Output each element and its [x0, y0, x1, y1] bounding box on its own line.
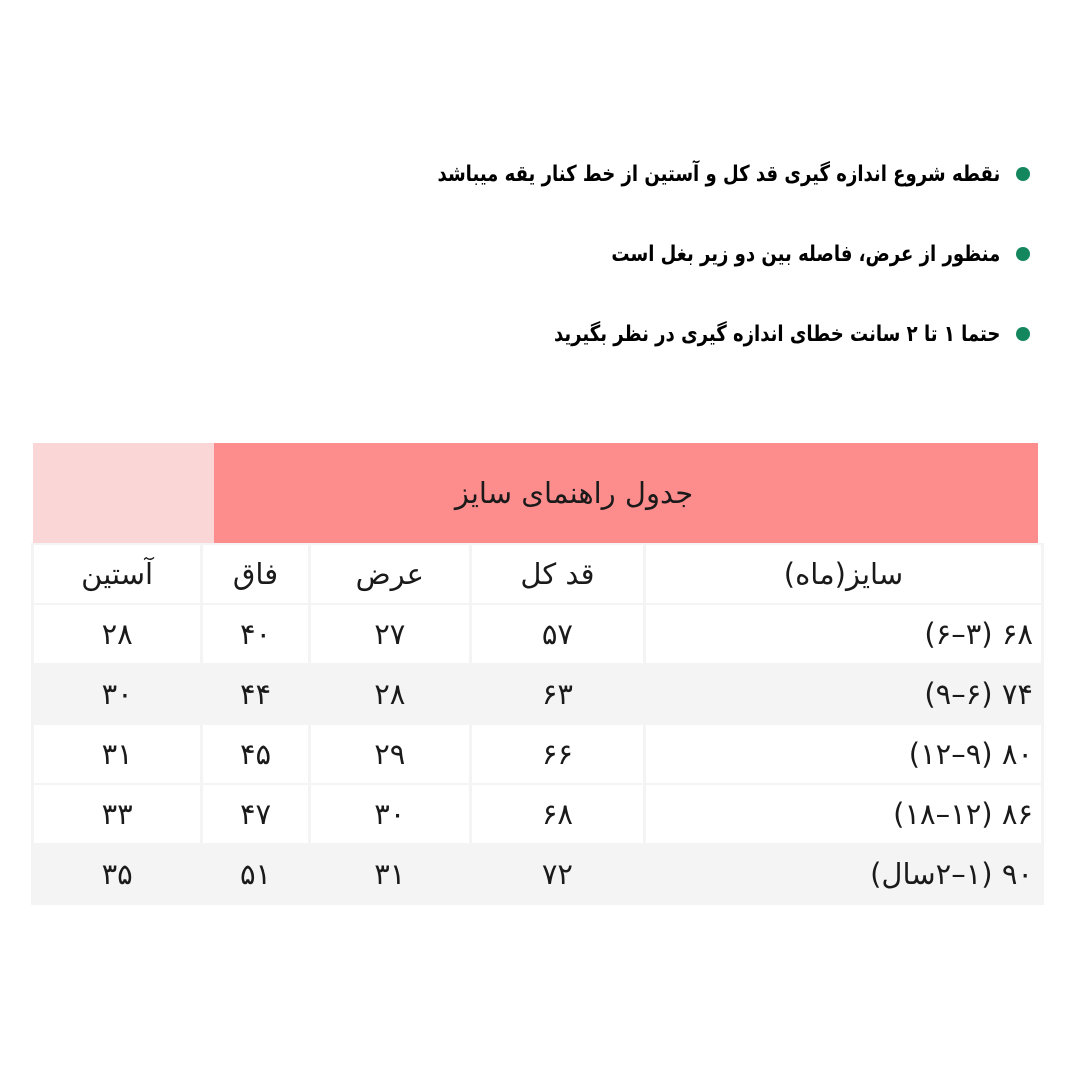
- table-row: [34, 665, 1041, 723]
- cell-width: ۳۰: [311, 785, 469, 843]
- header-size: سایز(ماه): [646, 545, 1041, 603]
- table-title-band: [33, 443, 1044, 543]
- header-sleeve: آستین: [34, 545, 200, 603]
- cell-width: ۲۸: [311, 665, 469, 723]
- header-row: [34, 545, 1041, 603]
- cell-size: ۸۶ (۱۲–۱۸): [646, 785, 1041, 843]
- cell-rise: ۵۱: [203, 845, 307, 903]
- table-title-cell: [214, 443, 1044, 543]
- header-width: عرض: [311, 545, 469, 603]
- cell-sleeve: ۳۱: [34, 725, 200, 783]
- right-gap: [1038, 443, 1044, 543]
- cell-size: ۶۸ (۳–۶): [646, 605, 1041, 663]
- cell-size: ۹۰ (۱–۲سال): [646, 845, 1041, 903]
- table-title: جدول راهنمای سایز: [454, 476, 694, 510]
- cell-total-length: ۵۷: [472, 605, 643, 663]
- cell-sleeve: ۳۰: [34, 665, 200, 723]
- cell-sleeve: ۳۵: [34, 845, 200, 903]
- title-corner-cell: [33, 443, 214, 543]
- table-row: [34, 725, 1041, 783]
- cell-rise: ۴۴: [203, 665, 307, 723]
- note-text: حتما ۱ تا ۲ سانت خطای اندازه گیری در نظر بگیرید: [553, 321, 1000, 347]
- size-guide-table: [33, 443, 1044, 905]
- cell-width: ۲۹: [311, 725, 469, 783]
- size-table: [31, 543, 1044, 905]
- cell-width: ۳۱: [311, 845, 469, 903]
- note-item: [330, 310, 1030, 358]
- header-rise: فاق: [203, 545, 307, 603]
- table-row: [34, 785, 1041, 843]
- cell-total-length: ۶۸: [472, 785, 643, 843]
- cell-rise: ۴۵: [203, 725, 307, 783]
- bullet-dot-icon: [1016, 327, 1030, 341]
- cell-size: ۷۴ (۶–۹): [646, 665, 1041, 723]
- table-row: [34, 845, 1041, 903]
- cell-size: ۸۰ (۹–۱۲): [646, 725, 1041, 783]
- cell-total-length: ۶۶: [472, 725, 643, 783]
- cell-rise: ۴۷: [203, 785, 307, 843]
- note-text: نقطه شروع اندازه گیری قد کل و آستین از خط کنار یقه میباشد: [437, 161, 1000, 187]
- note-item: [330, 230, 1030, 278]
- bullet-dot-icon: [1016, 167, 1030, 181]
- note-item: [330, 150, 1030, 198]
- cell-width: ۲۷: [311, 605, 469, 663]
- cell-rise: ۴۰: [203, 605, 307, 663]
- cell-sleeve: ۲۸: [34, 605, 200, 663]
- cell-total-length: ۷۲: [472, 845, 643, 903]
- bullet-dot-icon: [1016, 247, 1030, 261]
- cell-sleeve: ۳۳: [34, 785, 200, 843]
- note-text: منظور از عرض، فاصله بین دو زیر بغل است: [611, 241, 1000, 267]
- notes-list: [330, 150, 1030, 390]
- cell-total-length: ۶۳: [472, 665, 643, 723]
- header-total-length: قد کل: [472, 545, 643, 603]
- table-row: [34, 605, 1041, 663]
